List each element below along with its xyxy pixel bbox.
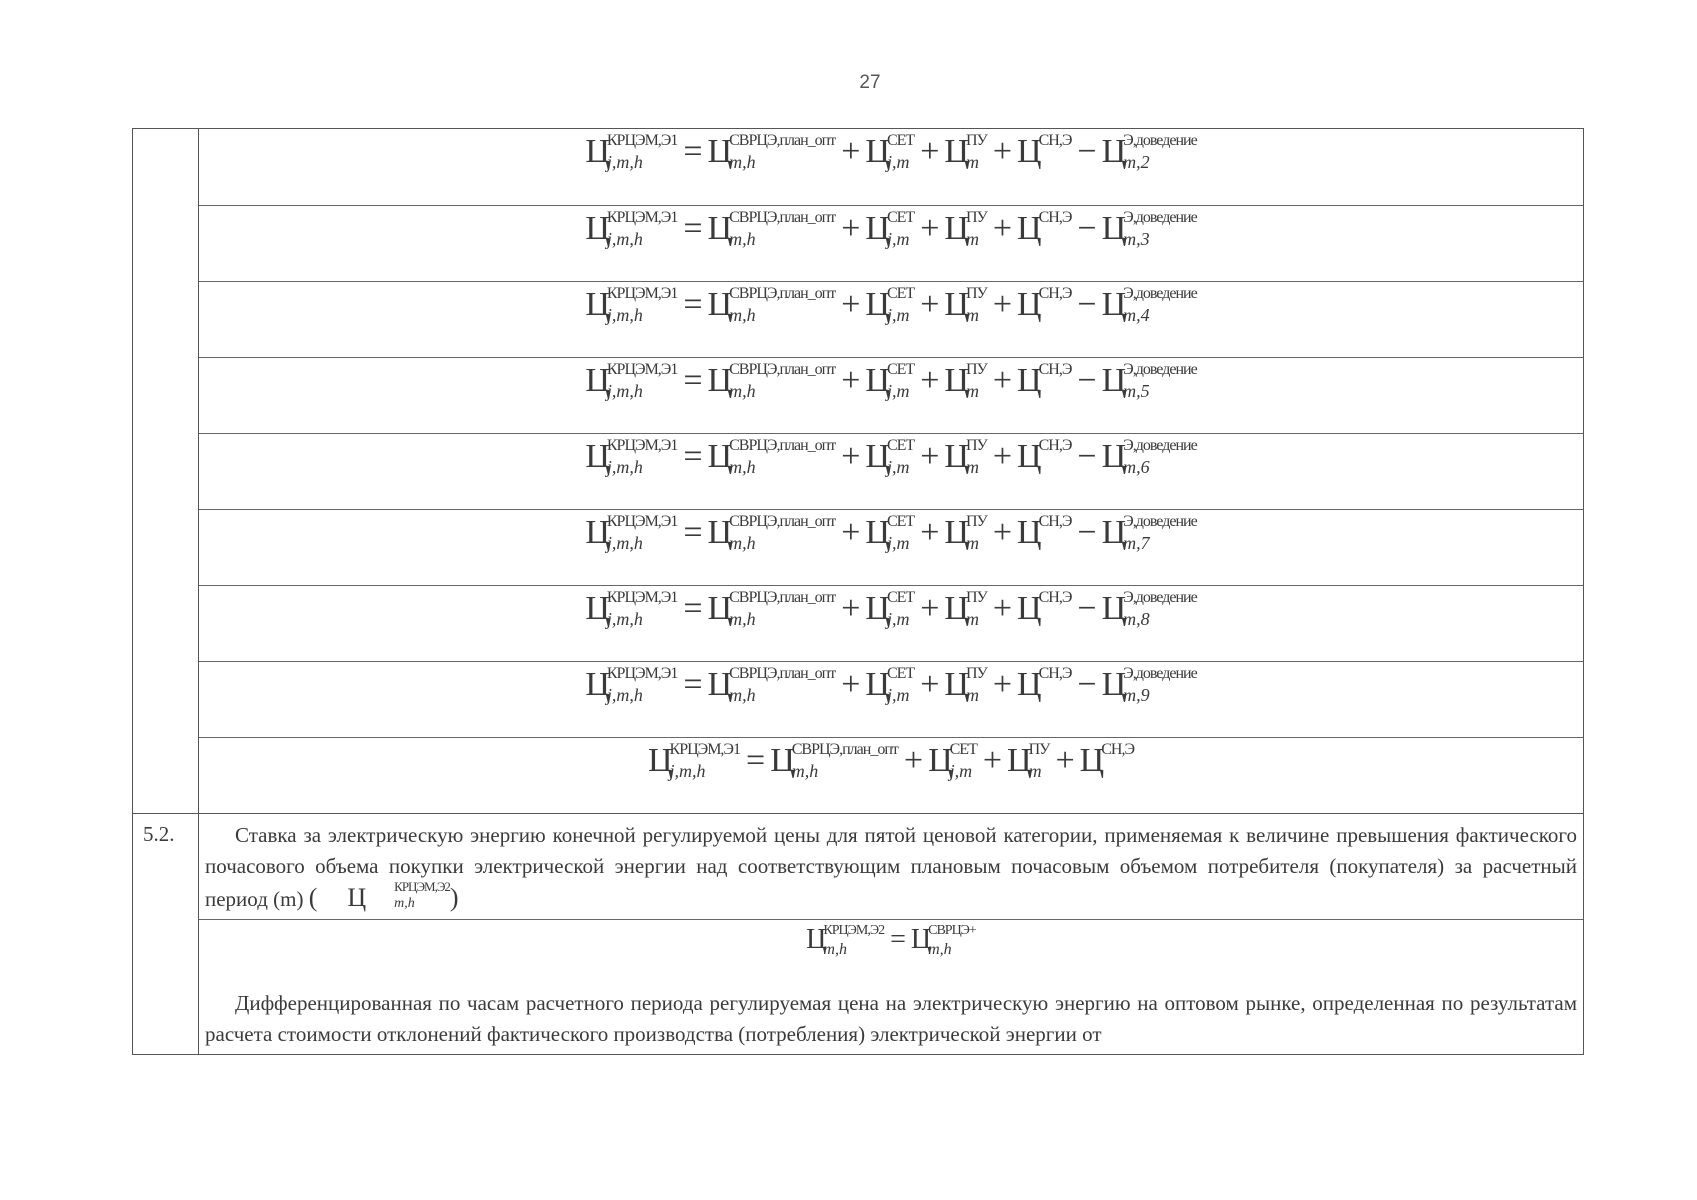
formula: Ц КРЦЭМ,Э1 j,m,h = Ц СВРЦЭ,план_опт m,h + Ц СЕТ j,m + Ц ПУ m + Ц СН,Э [647, 741, 1135, 781]
formula-table [132, 128, 1584, 1055]
definition-paragraph: Дифференцированная по часам расчетного периода регулируемая цена на электрическую энергию на оптовом рынке, определенная по результатам расчета стоимости отклонений фактического производства (потребления) электрической энергии от [205, 991, 1577, 1046]
formula: Ц КРЦЭМ,Э1 j,m,h = Ц СВРЦЭ,план_опт m,h + Ц СЕТ j,m + Ц ПУ m + Ц СН,Э − Ц Э,доведение m,7 [585, 513, 1197, 553]
formula-row [199, 357, 1583, 433]
section-number: 5.2. [133, 814, 199, 1054]
formula-row-final [199, 737, 1583, 813]
section-5-2 [133, 813, 1583, 1054]
formula-row [199, 509, 1583, 585]
formula: Ц КРЦЭМ,Э1 j,m,h = Ц СВРЦЭ,план_опт m,h + Ц СЕТ j,m + Ц ПУ m + Ц СН,Э − Ц Э,доведение m,2 [585, 132, 1197, 172]
number-cell-empty [133, 129, 199, 813]
formula-row [199, 433, 1583, 509]
formula-row [199, 205, 1583, 281]
formula: Ц КРЦЭМ,Э1 j,m,h = Ц СВРЦЭ,план_опт m,h + Ц СЕТ j,m + Ц ПУ m + Ц СН,Э − Ц Э,доведение m,6 [585, 437, 1197, 477]
formula: Ц КРЦЭМ,Э1 j,m,h = Ц СВРЦЭ,план_опт m,h + Ц СЕТ j,m + Ц ПУ m + Ц СН,Э − Ц Э,доведение m,3 [585, 209, 1197, 249]
formula: Ц КРЦЭМ,Э1 j,m,h = Ц СВРЦЭ,план_опт m,h + Ц СЕТ j,m + Ц ПУ m + Ц СН,Э − Ц Э,доведение m,4 [585, 285, 1197, 325]
section-5-2-formula-cell [199, 919, 1583, 1054]
section-5-2-text: Ставка за электрическую энергию конечной регулируемой цены для пятой ценовой категории, применяемая к величине превышения фактического почасового объема покупки электрической энергии над соответствующим плановым почасовым объемом потребителя (покупателя) за расчетный период (m) [205, 823, 1577, 911]
formula-row [199, 585, 1583, 661]
formula: Ц КРЦЭМ,Э1 j,m,h = Ц СВРЦЭ,план_опт m,h + Ц СЕТ j,m + Ц ПУ m + Ц СН,Э − Ц Э,доведение m,9 [585, 665, 1197, 705]
formula: Ц КРЦЭМ,Э1 j,m,h = Ц СВРЦЭ,план_опт m,h + Ц СЕТ j,m + Ц ПУ m + Ц СН,Э − Ц Э,доведение m,5 [585, 361, 1197, 401]
formula-list [199, 129, 1583, 813]
inline-formula: ( Ц КРЦЭМ,Э2 m,h ) [308, 879, 459, 912]
formula-e2: Ц КРЦЭМ,Э2 m,h = Ц СВРЦЭ+ m,h [806, 923, 976, 958]
formula-row [199, 129, 1583, 205]
continuation-block [133, 129, 1583, 813]
section-5-2-description [199, 814, 1583, 919]
formula-row [199, 661, 1583, 737]
formula: Ц КРЦЭМ,Э1 j,m,h = Ц СВРЦЭ,план_опт m,h + Ц СЕТ j,m + Ц ПУ m + Ц СН,Э − Ц Э,доведение m,8 [585, 589, 1197, 629]
formula-row [199, 281, 1583, 357]
page-number: 27 [859, 72, 881, 93]
